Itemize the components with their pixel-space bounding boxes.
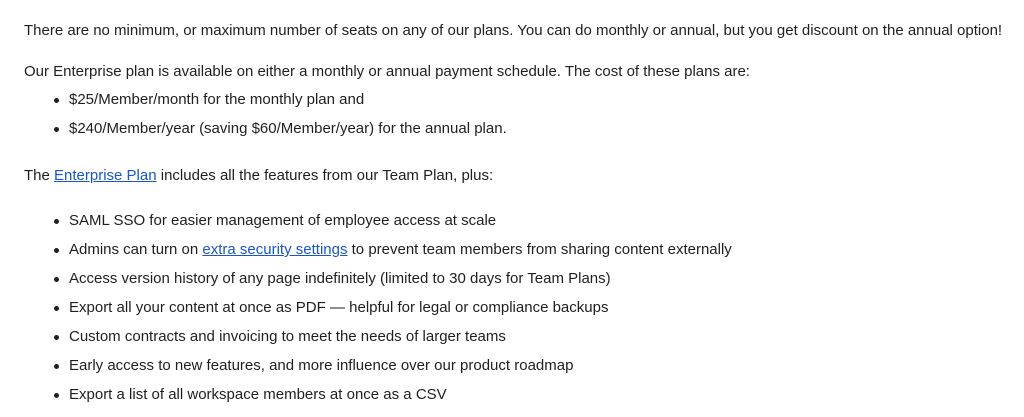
features-intro-prefix: The [24, 167, 55, 184]
extra-security-settings-link[interactable]: extra security settings [202, 241, 348, 258]
enterprise-plan-link[interactable]: Enterprise Plan [54, 167, 157, 184]
feature-list [54, 211, 732, 414]
list-item-version-history: Access version history of any page indefinitely (limited to 30 days for Team Plans) [54, 269, 732, 298]
list-item-security-settings [54, 240, 732, 269]
list-item-csv-export: Export a list of all workspace members at once as a CSV [54, 385, 732, 414]
list-item-annual-price: $240/Member/year (saving $60/Member/year) for the annual plan. [54, 119, 507, 148]
list-item-early-access: Early access to new features, and more influence over our product roadmap [54, 356, 732, 385]
security-item-before: Admins can turn on [69, 241, 203, 258]
payment-schedule-paragraph: Our Enterprise plan is available on either a monthly or annual payment schedule. The cost of these plans are: [24, 63, 750, 80]
list-item-custom-contracts: Custom contracts and invoicing to meet the needs of larger teams [54, 327, 732, 356]
price-list [54, 90, 507, 148]
list-item-monthly-price: $25/Member/month for the monthly plan and [54, 90, 507, 119]
list-item-saml-sso: SAML SSO for easier management of employee access at scale [54, 211, 732, 240]
security-item-after: to prevent team members from sharing content externally [347, 241, 732, 258]
list-item-pdf-export: Export all your content at once as PDF — helpful for legal or compliance backups [54, 298, 732, 327]
seats-info-paragraph: There are no minimum, or maximum number of seats on any of our plans. You can do monthly or annual, but you get discount on the annual option! [24, 22, 1003, 39]
features-intro-suffix: includes all the features from our Team Plan, plus: [156, 167, 494, 184]
features-intro-paragraph [24, 166, 493, 186]
